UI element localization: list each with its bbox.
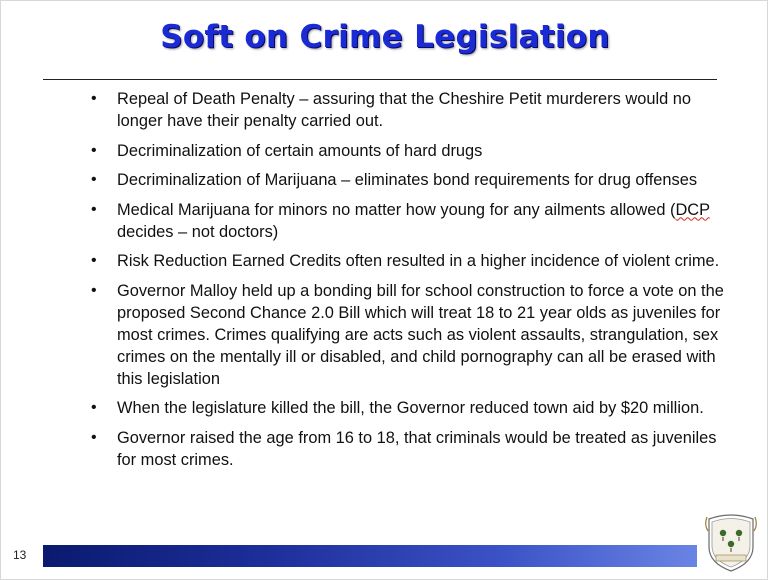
bullet-item-town-aid <box>89 397 729 419</box>
bullet-item-age-raise <box>89 427 729 471</box>
bullet-text-start: Medical Marijuana for minors no matter how young for any ailments allowed ( <box>117 200 676 219</box>
bullet-marker: • <box>91 281 97 299</box>
bullet-text: Governor raised the age from 16 to 18, that criminals would be treated as juveniles for most crimes. <box>117 428 717 469</box>
bullet-text-end: decides – not doctors) <box>117 222 279 241</box>
bullet-item-second-chance <box>89 280 729 390</box>
bullet-marker: • <box>91 252 97 269</box>
bullet-item-death-penalty <box>89 88 729 132</box>
bullet-marker: • <box>91 90 97 107</box>
bullet-text: Governor Malloy held up a bonding bill for school construction to force a vote on the proposed Second Chance 2.0 Bill which will treat 18 to 21 year olds as juveniles for most crimes. Crimes qualifying are acts such as violent assaults, strangulation, sex crimes on the mentally ill or disabled, and child pornography can all be erased with this legislation <box>117 281 724 388</box>
title-divider <box>43 79 717 80</box>
connecticut-state-seal-icon <box>703 511 759 573</box>
bullet-marker: • <box>91 141 97 159</box>
bullet-text: Risk Reduction Earned Credits often resulted in a higher incidence of violent crime. <box>117 252 720 270</box>
bullet-text: Repeal of Death Penalty – assuring that the Cheshire Petit murderers would no longer have their penalty carried out. <box>117 90 691 130</box>
bullet-marker: • <box>91 171 97 188</box>
bullet-item-medical-marijuana <box>89 199 729 243</box>
bullet-item-hard-drugs <box>89 140 729 162</box>
bullet-marker: • <box>91 428 97 446</box>
bullet-text: Decriminalization of certain amounts of hard drugs <box>117 141 483 160</box>
bullet-item-marijuana <box>89 169 729 191</box>
page-number: 13 <box>13 548 27 562</box>
slide-title: Soft on Crime Legislation <box>160 19 610 55</box>
bullet-text: Decriminalization of Marijuana – eliminates bond requirements for drug offenses <box>117 171 698 189</box>
bullet-list <box>89 88 729 478</box>
footer-bar <box>43 545 697 567</box>
bullet-item-risk-reduction <box>89 250 729 272</box>
spellcheck-flagged-word: DCP <box>675 200 710 219</box>
bullet-text: When the legislature killed the bill, the Governor reduced town aid by $20 million. <box>117 399 704 417</box>
bullet-marker: • <box>91 200 97 218</box>
bullet-marker: • <box>91 399 97 416</box>
